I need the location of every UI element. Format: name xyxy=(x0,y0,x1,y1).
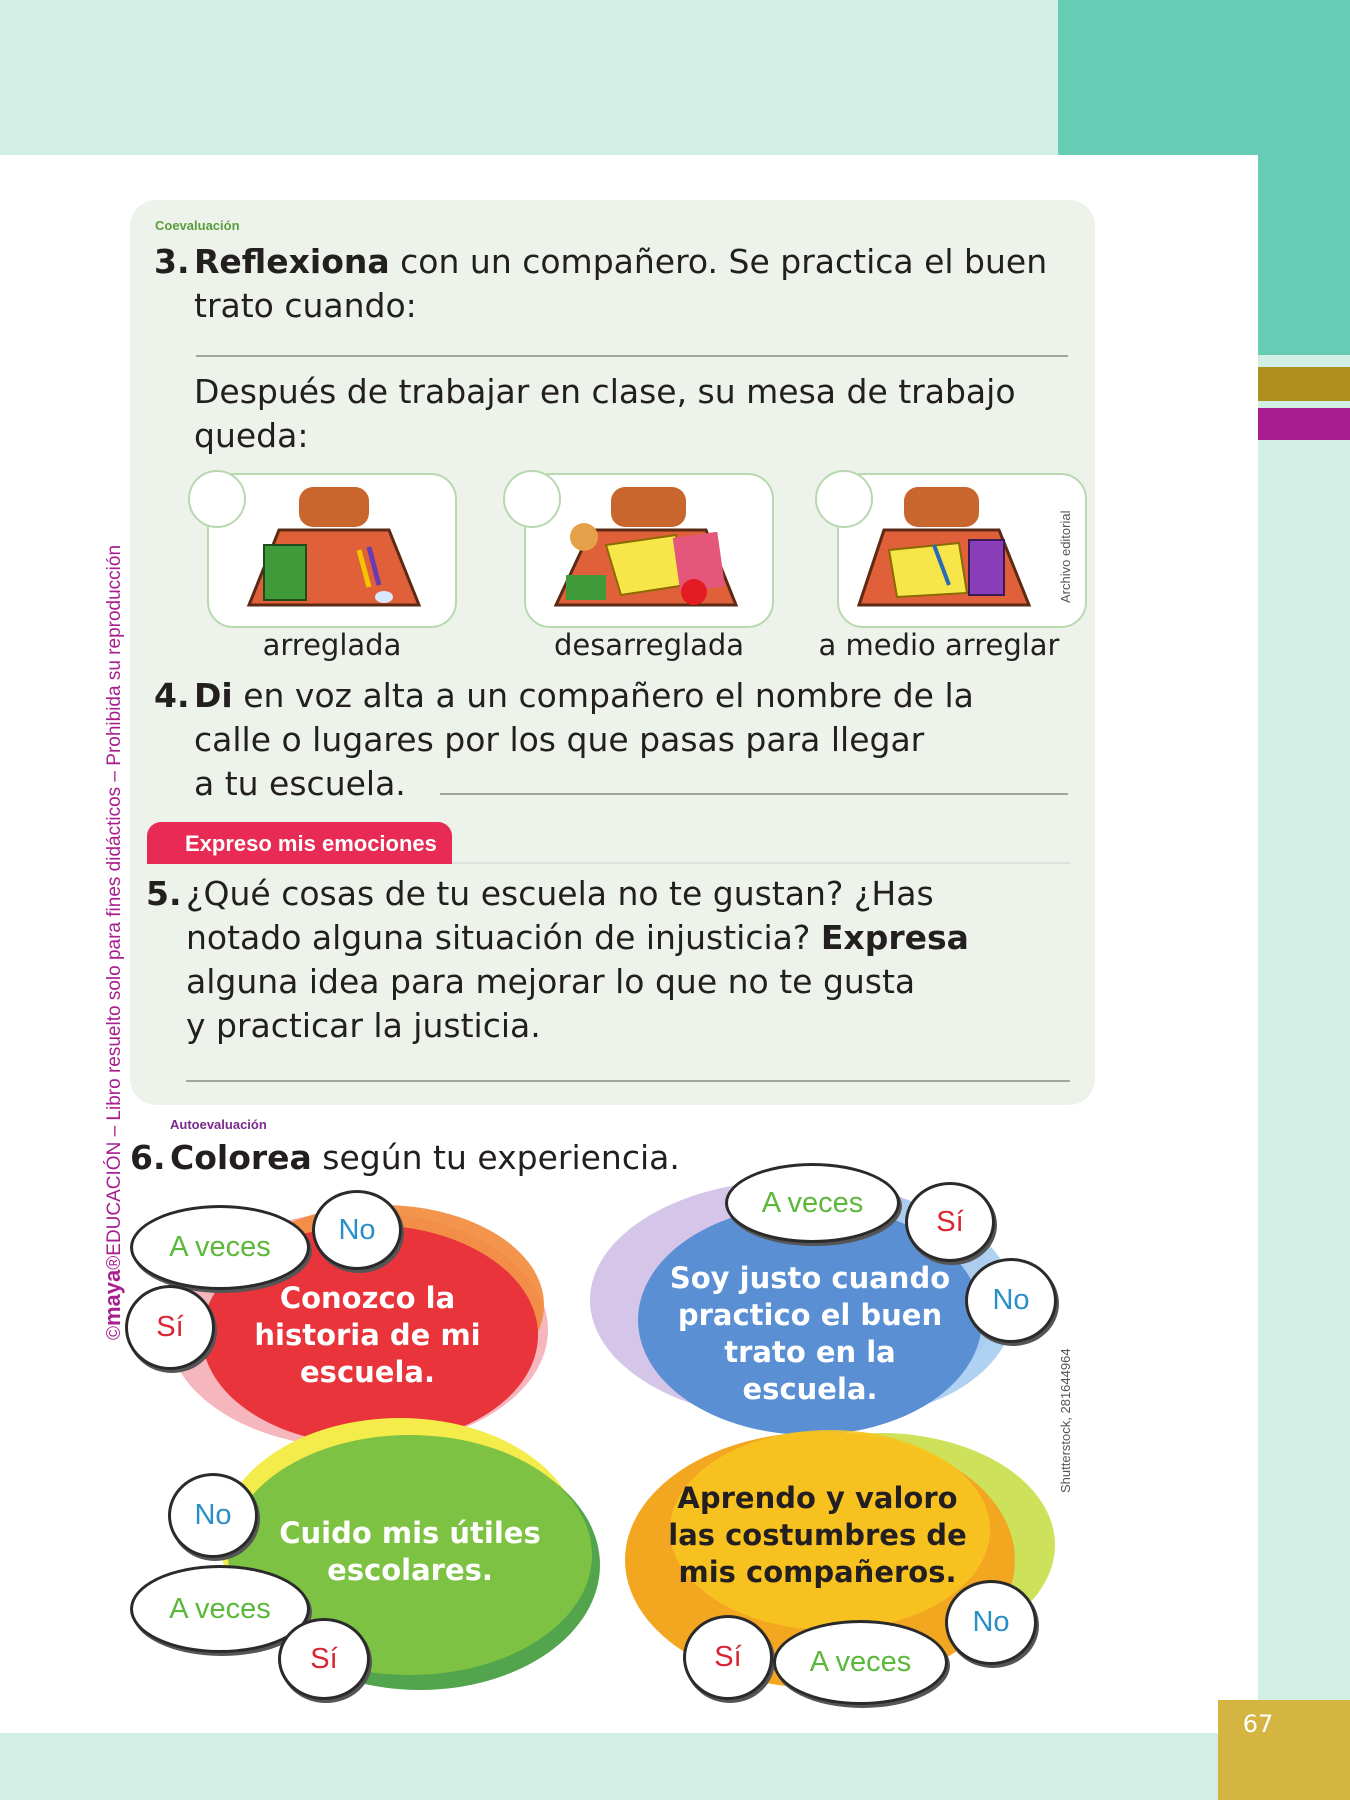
q5-number: 5. xyxy=(146,874,182,913)
q3-verb: Reflexiona xyxy=(194,242,390,281)
q5-text-line4: y practicar la justicia. xyxy=(186,1006,541,1045)
coevaluacion-label: Coevaluación xyxy=(155,218,240,233)
red-answer-yes[interactable]: Sí xyxy=(125,1285,215,1370)
q4-text-line2: calle o lugares por los que pasas para llegar xyxy=(194,720,925,759)
q4-text-line3: a tu escuela. xyxy=(194,764,406,803)
option-label-messy: desarreglada xyxy=(553,628,745,662)
orange-answer-yes[interactable]: Sí xyxy=(683,1615,773,1700)
orange-answer-sometimes[interactable]: A veces xyxy=(773,1620,948,1705)
section-tab-label: Expreso mis emociones xyxy=(185,831,437,856)
q5-verb: Expresa xyxy=(820,918,969,957)
q3-number: 3. xyxy=(154,242,190,281)
q5-text-line3: alguna idea para mejorar lo que no te gusta xyxy=(186,962,916,1001)
q5-text-line2: notado alguna situación de injusticia? xyxy=(186,918,821,957)
image-credit-archivo: Archivo editorial xyxy=(1058,510,1073,603)
q3-sub-line1: Después de trabajar en clase, su mesa de trabajo xyxy=(194,372,1016,411)
statement-school-supplies: Cuido mis útiles escolares. xyxy=(279,1516,541,1587)
red-answer-sometimes[interactable]: A veces xyxy=(130,1205,310,1290)
copyright-side-note: ©maya®EDUCACIÓN – Libro resuelto solo para fines didácticos – Prohibida su reproducción xyxy=(100,544,125,1340)
option-label-tidy: arreglada xyxy=(262,628,402,662)
q4-number: 4. xyxy=(154,676,190,715)
statement-classmates-customs: Aprendo y valoro las costumbres de mis compañeros. xyxy=(668,1481,967,1589)
q4-verb: Di xyxy=(194,676,233,715)
brand-logo: maya xyxy=(100,1269,125,1326)
statement-fair-treatment: Soy justo cuando practico el buen trato en la escuela. xyxy=(669,1261,951,1406)
red-answer-no[interactable]: No xyxy=(312,1190,402,1270)
image-credit-shutterstock: Shutterstock, 281644964 xyxy=(1058,1348,1073,1493)
q3-text-line2: trato cuando: xyxy=(194,286,417,325)
green-answer-yes[interactable]: Sí xyxy=(278,1618,370,1700)
green-answer-sometimes[interactable]: A veces xyxy=(130,1565,310,1653)
q3-sub-line2: queda: xyxy=(194,416,309,455)
blue-answer-sometimes[interactable]: A veces xyxy=(725,1163,900,1243)
side-note-text: EDUCACIÓN – Libro resuelto solo para fines didácticos – Prohibida su reproducción xyxy=(104,544,125,1256)
page-number: 67 xyxy=(1242,1710,1274,1738)
statement-school-history: Conozco la historia de mi escuela. xyxy=(254,1281,481,1389)
autoevaluacion-label: Autoevaluación xyxy=(170,1117,267,1132)
q6-text: según tu experiencia. xyxy=(311,1138,680,1177)
q6-number: 6. xyxy=(130,1138,166,1177)
green-answer-no[interactable]: No xyxy=(168,1473,258,1558)
blue-answer-no[interactable]: No xyxy=(965,1258,1057,1343)
q4-text: en voz alta a un compañero el nombre de la xyxy=(232,676,974,715)
q3-text: con un compañero. Se practica el buen xyxy=(389,242,1048,281)
option-label-half-tidy: a medio arreglar xyxy=(818,628,1060,662)
blue-answer-yes[interactable]: Sí xyxy=(905,1182,995,1262)
q5-text-line1: ¿Qué cosas de tu escuela no te gustan? ¿Has xyxy=(186,874,934,913)
q6-verb: Colorea xyxy=(170,1138,312,1177)
orange-answer-no[interactable]: No xyxy=(945,1580,1037,1665)
